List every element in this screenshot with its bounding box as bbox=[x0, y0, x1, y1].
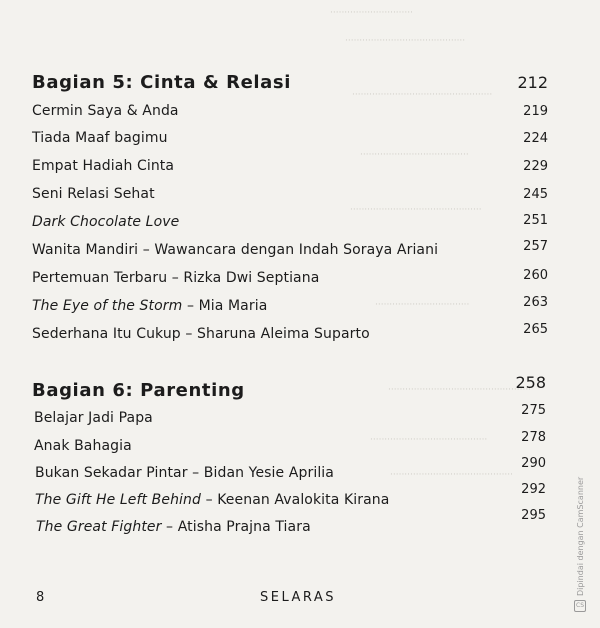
entry-title: Cermin Saya & Anda bbox=[32, 103, 179, 119]
entry-title: Bukan Sekadar Pintar – Bidan Yesie Aprilia bbox=[35, 465, 334, 481]
camscanner-icon: CS bbox=[574, 600, 586, 612]
entry-page-number: 251 bbox=[523, 213, 548, 228]
entry-title-italic: The Great Fighter bbox=[36, 519, 162, 535]
entry-page-number: 278 bbox=[521, 430, 546, 445]
toc-entry[interactable] bbox=[0, 103, 600, 125]
entry-title-italic: Dark Chocolate Love bbox=[32, 214, 180, 230]
toc-entry[interactable] bbox=[0, 130, 600, 152]
entry-title: – Mia Maria bbox=[182, 298, 268, 314]
toc-entry[interactable] bbox=[0, 214, 600, 236]
entry-title: Empat Hadiah Cinta bbox=[32, 158, 175, 174]
entry-page-number: 229 bbox=[523, 159, 548, 174]
entry-title: Belajar Jadi Papa bbox=[34, 410, 153, 426]
entry-page-number: 219 bbox=[523, 104, 548, 119]
entry-title: Tiada Maaf bagimu bbox=[32, 130, 168, 146]
entry-title: – Keenan Avalokita Kirana bbox=[201, 492, 390, 508]
section-title: Bagian 5: Cinta & Relasi bbox=[32, 72, 291, 93]
entry-title-italic: The Eye of the Storm bbox=[32, 298, 183, 314]
section-page-number: 212 bbox=[517, 73, 548, 92]
toc-entry[interactable] bbox=[0, 508, 600, 541]
entry-title: Seni Relasi Sehat bbox=[32, 186, 155, 202]
entry-title-italic: The Gift He Left Behind bbox=[35, 492, 202, 508]
entry-page-number: 257 bbox=[523, 239, 548, 254]
book-title-footer: SELARAS bbox=[260, 590, 337, 605]
section-page-number: 258 bbox=[515, 373, 546, 392]
entry-page-number: 245 bbox=[523, 187, 548, 202]
toc-entry[interactable] bbox=[0, 322, 600, 348]
toc-entry[interactable] bbox=[0, 403, 600, 432]
toc-entry[interactable] bbox=[0, 186, 600, 208]
entry-page-number: 292 bbox=[521, 482, 546, 497]
entry-title: Wanita Mandiri – Wawancara dengan Indah Soraya Ariani bbox=[32, 242, 439, 258]
entry-page-number: 224 bbox=[523, 131, 548, 146]
toc-entry[interactable] bbox=[0, 456, 600, 487]
toc-entry[interactable] bbox=[0, 158, 600, 180]
entry-page-number: 290 bbox=[521, 456, 546, 471]
toc-entry[interactable] bbox=[0, 295, 600, 320]
entry-title: Anak Bahagia bbox=[34, 438, 132, 454]
toc-page: ····························· ·········································· ················································· ······································ ·············································· ································· ·················································· ········································· ··········································· Bagian 5: Cinta & Relasi 212 Cermin Saya & Anda 219 Tiada Maaf bagimu 224 Empat Hadiah Cinta 229 Seni Relasi Sehat 245 Dark Chocolate Love 251 Wanita Mandiri – Wawancara dengan Indah Soraya Ariani 257 Pertemuan Terbaru – Rizka Dwi Septiana 260 The Eye of the Storm – Mia Maria 263 Sederhana Itu Cukup – Sharuna Aleima Suparto 265 Bagian 6: Parenting 258 Belajar Jadi Papa 275 Anak Bahagia 278 Bukan Sekadar Pintar – Bidan Yesie Aprilia 290 The Gift He Left Behind – Keenan Avalokita Kirana 292 The Great Fighter – Atisha Prajna Tiara 295 8 SELARAS CS Dipindai dengan CamScanner bbox=[0, 0, 600, 628]
section-title: Bagian 6: Parenting bbox=[32, 380, 245, 401]
entry-page-number: 260 bbox=[523, 268, 548, 283]
toc-entry[interactable] bbox=[0, 482, 600, 514]
toc-entry[interactable] bbox=[0, 270, 600, 292]
toc-entry[interactable] bbox=[0, 239, 600, 264]
entry-title: Sederhana Itu Cukup – Sharuna Aleima Suparto bbox=[32, 326, 370, 342]
entry-title: – Atisha Prajna Tiara bbox=[161, 519, 311, 535]
page-number: 8 bbox=[36, 590, 45, 605]
entry-page-number: 295 bbox=[521, 508, 546, 523]
scanner-watermark bbox=[574, 477, 586, 612]
entry-title: Pertemuan Terbaru – Rizka Dwi Septiana bbox=[32, 270, 320, 286]
entry-page-number: 263 bbox=[523, 295, 548, 310]
toc-entry[interactable] bbox=[0, 430, 600, 460]
entry-page-number: 275 bbox=[521, 403, 546, 418]
entry-page-number: 265 bbox=[523, 322, 548, 337]
scanner-watermark-text: Dipindai dengan CamScanner bbox=[575, 476, 585, 596]
